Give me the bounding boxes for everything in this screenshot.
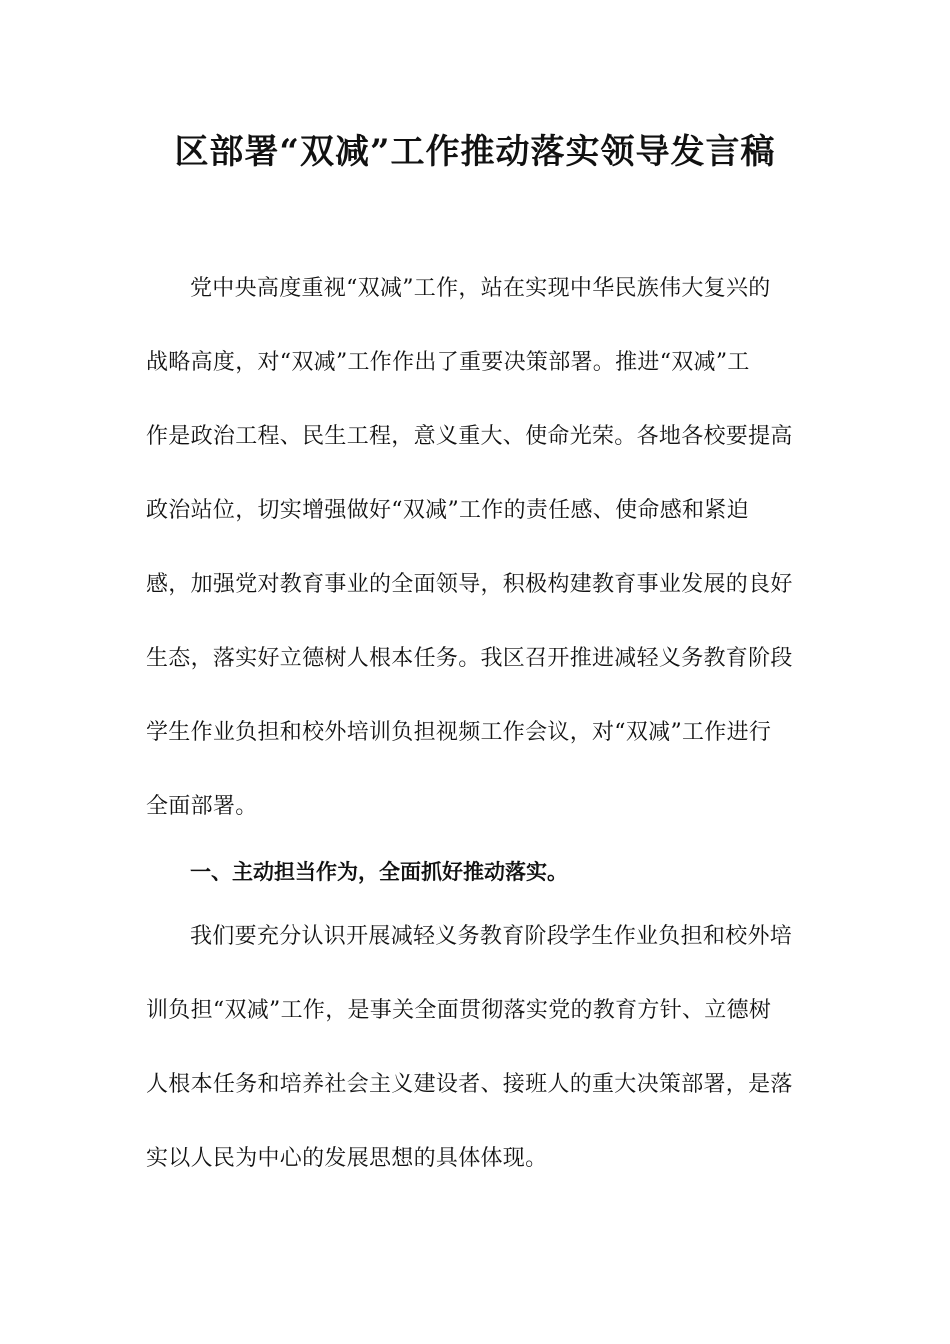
paragraph-line: 学生作业负担和校外培训负担视频工作会议，对“双减”工作进行: [146, 720, 772, 745]
paragraph-line: 人根本任务和培养社会主义建设者、接班人的重大决策部署，是落: [146, 1072, 793, 1097]
paragraph-line: 党中央高度重视“双减”工作，站在实现中华民族伟大复兴的: [190, 276, 771, 301]
paragraph-line: 政治站位，切实增强做好“双减”工作的责任感、使命感和紧迫: [146, 498, 749, 523]
document-title: 区部署“双减”工作推动落实领导发言稿: [174, 132, 776, 172]
paragraph-line: 感，加强党对教育事业的全面领导，积极构建教育事业发展的良好: [146, 572, 793, 597]
paragraph-section-1: [146, 900, 806, 1196]
section-heading-1: 一、主动担当作为，全面抓好推动落实。: [190, 859, 568, 884]
paragraph-line: 战略高度，对“双减”工作作出了重要决策部署。推进“双减”工: [146, 350, 750, 375]
paragraph-line: 生态，落实好立德树人根本任务。我区召开推进减轻义务教育阶段: [146, 646, 793, 671]
paragraph-line: 我们要充分认识开展减轻义务教育阶段学生作业负担和校外培: [190, 924, 793, 949]
paragraph-line: 作是政治工程、民生工程，意义重大、使命光荣。各地各校要提高: [146, 424, 793, 449]
paragraph-line: 实以人民为中心的发展思想的具体体现。: [146, 1146, 548, 1171]
paragraph-line: 全面部署。: [146, 794, 258, 819]
paragraph-intro: [146, 252, 806, 844]
paragraph-line: 训负担“双减”工作，是事关全面贯彻落实党的教育方针、立德树: [146, 998, 772, 1023]
